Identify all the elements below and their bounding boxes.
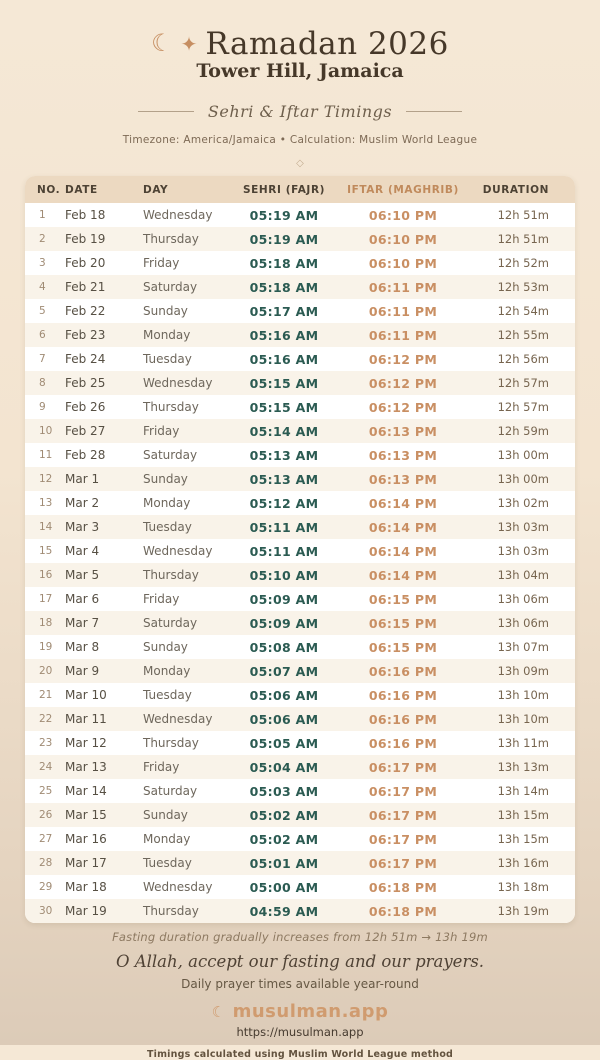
- duration-cell: 13h 07m: [497, 640, 549, 654]
- day-cell: Saturday: [143, 280, 198, 294]
- day-cell: Tuesday: [143, 520, 192, 534]
- day-cell: Sunday: [143, 304, 188, 318]
- date-cell: Mar 6: [65, 592, 100, 606]
- day-cell: Monday: [143, 496, 191, 510]
- table-row: [25, 539, 575, 563]
- row-number-cell: 25: [39, 785, 53, 797]
- row-number-cell: 3: [39, 257, 46, 269]
- day-cell: Thursday: [143, 736, 199, 750]
- page-title: Ramadan 2026: [205, 26, 449, 62]
- table-row: [25, 683, 575, 707]
- iftar-time-cell: 06:10 PM: [368, 207, 438, 223]
- column-header-day: DAY: [143, 183, 169, 196]
- date-cell: Mar 2: [65, 496, 100, 510]
- sehri-time-cell: 05:16 AM: [249, 327, 319, 343]
- row-number-cell: 13: [39, 497, 53, 509]
- table-row: [25, 731, 575, 755]
- iftar-time-cell: 06:17 PM: [368, 831, 438, 847]
- calculation-method-note: Timings calculated using Muslim World League method: [146, 1049, 454, 1060]
- sehri-time-cell: 05:18 AM: [249, 279, 319, 295]
- row-number-cell: 18: [39, 617, 53, 629]
- row-number-cell: 23: [39, 737, 53, 749]
- row-number-cell: 20: [39, 665, 53, 677]
- crescent-moon-icon: ☾: [151, 29, 173, 57]
- sehri-time-cell: 05:02 AM: [249, 807, 319, 823]
- iftar-time-cell: 06:12 PM: [368, 399, 438, 415]
- duration-cell: 13h 14m: [497, 784, 549, 798]
- duration-cell: 13h 06m: [497, 616, 549, 630]
- table-row: [25, 707, 575, 731]
- date-cell: Feb 25: [65, 376, 106, 390]
- iftar-time-cell: 06:14 PM: [368, 543, 438, 559]
- duration-cell: 13h 02m: [497, 496, 549, 510]
- date-cell: Feb 22: [65, 304, 106, 318]
- date-cell: Mar 5: [65, 568, 100, 582]
- iftar-time-cell: 06:17 PM: [368, 807, 438, 823]
- column-header-duration: DURATION: [482, 183, 549, 196]
- row-number-cell: 22: [39, 713, 53, 725]
- iftar-time-cell: 06:12 PM: [368, 351, 438, 367]
- duration-cell: 12h 53m: [497, 280, 549, 294]
- duration-cell: 13h 03m: [497, 544, 549, 558]
- iftar-time-cell: 06:17 PM: [368, 783, 438, 799]
- iftar-time-cell: 06:15 PM: [368, 639, 438, 655]
- iftar-time-cell: 06:11 PM: [368, 327, 438, 343]
- day-cell: Saturday: [143, 784, 198, 798]
- row-number-cell: 14: [39, 521, 53, 533]
- date-cell: Feb 28: [65, 448, 106, 462]
- row-number-cell: 5: [39, 305, 46, 317]
- day-cell: Wednesday: [143, 544, 213, 558]
- duration-cell: 13h 10m: [497, 712, 549, 726]
- column-header-date: DATE: [65, 183, 98, 196]
- duration-cell: 13h 03m: [497, 520, 549, 534]
- table-header-row: [25, 176, 575, 203]
- row-number-cell: 19: [39, 641, 53, 653]
- table-row: [25, 467, 575, 491]
- duration-cell: 13h 15m: [497, 832, 549, 846]
- sehri-time-cell: 05:08 AM: [249, 639, 319, 655]
- date-cell: Feb 23: [65, 328, 106, 342]
- row-number-cell: 6: [39, 329, 46, 341]
- duration-cell: 13h 00m: [497, 448, 549, 462]
- page-header: [0, 0, 600, 169]
- day-cell: Wednesday: [143, 712, 213, 726]
- day-cell: Monday: [143, 328, 191, 342]
- date-cell: Mar 4: [65, 544, 100, 558]
- duration-trend-note: Fasting duration gradually increases from 12h 51m → 13h 19m: [112, 930, 488, 944]
- timezone-calculation-meta: Timezone: America/Jamaica • Calculation: Muslim World League: [122, 134, 478, 146]
- date-cell: Mar 15: [65, 808, 107, 822]
- duration-cell: 13h 16m: [497, 856, 549, 870]
- iftar-time-cell: 06:16 PM: [368, 687, 438, 703]
- day-cell: Tuesday: [143, 352, 192, 366]
- date-cell: Feb 20: [65, 256, 106, 270]
- location-title: Tower Hill, Jamaica: [196, 60, 404, 82]
- iftar-time-cell: 06:16 PM: [368, 663, 438, 679]
- table-row: [25, 779, 575, 803]
- table-row: [25, 659, 575, 683]
- iftar-time-cell: 06:12 PM: [368, 375, 438, 391]
- date-cell: Feb 21: [65, 280, 106, 294]
- sehri-time-cell: 05:02 AM: [249, 831, 319, 847]
- brand-name: musulman.app: [232, 1001, 389, 1022]
- sehri-time-cell: 05:14 AM: [249, 423, 319, 439]
- iftar-time-cell: 06:13 PM: [368, 423, 438, 439]
- table-row: [25, 371, 575, 395]
- iftar-time-cell: 06:13 PM: [368, 447, 438, 463]
- day-cell: Wednesday: [143, 880, 213, 894]
- day-cell: Saturday: [143, 616, 198, 630]
- sehri-time-cell: 05:19 AM: [249, 207, 319, 223]
- duration-cell: 13h 18m: [497, 880, 549, 894]
- row-number-cell: 21: [39, 689, 53, 701]
- table-row: [25, 803, 575, 827]
- divider-line-left: [138, 111, 194, 112]
- table-row: [25, 251, 575, 275]
- row-number-cell: 24: [39, 761, 53, 773]
- date-cell: Mar 3: [65, 520, 100, 534]
- table-row: [25, 203, 575, 227]
- row-number-cell: 15: [39, 545, 53, 557]
- date-cell: Feb 19: [65, 232, 106, 246]
- sehri-time-cell: 05:01 AM: [249, 855, 319, 871]
- sparkle-icon: ✦: [180, 32, 198, 56]
- day-cell: Friday: [143, 424, 180, 438]
- date-cell: Mar 18: [65, 880, 107, 894]
- duration-cell: 12h 57m: [497, 376, 549, 390]
- iftar-time-cell: 06:18 PM: [368, 903, 438, 919]
- table-row: [25, 227, 575, 251]
- date-cell: Mar 8: [65, 640, 100, 654]
- table-body: [25, 203, 575, 923]
- table-row: [25, 395, 575, 419]
- table-row: [25, 299, 575, 323]
- row-number-cell: 26: [39, 809, 53, 821]
- brand-url[interactable]: https://musulman.app: [236, 1025, 364, 1039]
- duration-cell: 13h 15m: [497, 808, 549, 822]
- subtitle: Sehri & Iftar Timings: [207, 102, 393, 121]
- table-row: [25, 755, 575, 779]
- availability-text: Daily prayer times available year-round: [181, 977, 419, 991]
- row-number-cell: 8: [39, 377, 46, 389]
- table-row: [25, 563, 575, 587]
- row-number-cell: 9: [39, 401, 46, 413]
- day-cell: Thursday: [143, 400, 199, 414]
- row-number-cell: 28: [39, 857, 53, 869]
- sehri-time-cell: 05:11 AM: [249, 519, 319, 535]
- duration-cell: 12h 51m: [497, 232, 549, 246]
- day-cell: Sunday: [143, 808, 188, 822]
- day-cell: Wednesday: [143, 208, 213, 222]
- sehri-time-cell: 05:06 AM: [249, 687, 319, 703]
- table-row: [25, 275, 575, 299]
- iftar-time-cell: 06:18 PM: [368, 879, 438, 895]
- day-cell: Thursday: [143, 568, 199, 582]
- day-cell: Tuesday: [143, 856, 192, 870]
- iftar-time-cell: 06:15 PM: [368, 591, 438, 607]
- sehri-time-cell: 05:00 AM: [249, 879, 319, 895]
- dua-text: O Allah, accept our fasting and our prayers.: [115, 952, 485, 971]
- iftar-time-cell: 06:15 PM: [368, 615, 438, 631]
- table-row: [25, 827, 575, 851]
- day-cell: Monday: [143, 664, 191, 678]
- duration-cell: 12h 59m: [497, 424, 549, 438]
- divider-line-right: [406, 111, 462, 112]
- row-number-cell: 1: [39, 209, 46, 221]
- day-cell: Wednesday: [143, 376, 213, 390]
- date-cell: Feb 27: [65, 424, 106, 438]
- duration-cell: 12h 54m: [497, 304, 549, 318]
- iftar-time-cell: 06:16 PM: [368, 735, 438, 751]
- day-cell: Monday: [143, 832, 191, 846]
- column-header-iftar: IFTAR (MAGHRIB): [347, 183, 459, 196]
- day-cell: Friday: [143, 256, 180, 270]
- sehri-time-cell: 05:13 AM: [249, 471, 319, 487]
- subtitle-divider: [0, 102, 600, 121]
- duration-cell: 13h 00m: [497, 472, 549, 486]
- duration-cell: 13h 13m: [497, 760, 549, 774]
- sehri-time-cell: 05:19 AM: [249, 231, 319, 247]
- table-row: [25, 899, 575, 923]
- duration-cell: 13h 06m: [497, 592, 549, 606]
- table-row: [25, 347, 575, 371]
- date-cell: Mar 9: [65, 664, 100, 678]
- iftar-time-cell: 06:13 PM: [368, 471, 438, 487]
- row-number-cell: 30: [39, 905, 53, 917]
- title-row: [0, 26, 600, 62]
- date-cell: Mar 17: [65, 856, 107, 870]
- duration-cell: 12h 56m: [497, 352, 549, 366]
- sehri-time-cell: 05:10 AM: [249, 567, 319, 583]
- duration-cell: 12h 57m: [497, 400, 549, 414]
- date-cell: Mar 12: [65, 736, 107, 750]
- day-cell: Sunday: [143, 472, 188, 486]
- date-cell: Feb 24: [65, 352, 106, 366]
- row-number-cell: 17: [39, 593, 53, 605]
- diamond-ornament-icon: ◇: [296, 158, 304, 169]
- table-row: [25, 419, 575, 443]
- day-cell: Friday: [143, 760, 180, 774]
- iftar-time-cell: 06:10 PM: [368, 231, 438, 247]
- column-header-no: NO.: [37, 183, 61, 196]
- row-number-cell: 4: [39, 281, 46, 293]
- date-cell: Mar 16: [65, 832, 107, 846]
- timings-table-card: [25, 176, 575, 923]
- row-number-cell: 10: [39, 425, 53, 437]
- sehri-time-cell: 05:17 AM: [249, 303, 319, 319]
- duration-cell: 12h 55m: [497, 328, 549, 342]
- day-cell: Thursday: [143, 904, 199, 918]
- sehri-time-cell: 05:13 AM: [249, 447, 319, 463]
- date-cell: Mar 1: [65, 472, 100, 486]
- date-cell: Feb 18: [65, 208, 106, 222]
- iftar-time-cell: 06:17 PM: [368, 759, 438, 775]
- sehri-time-cell: 05:11 AM: [249, 543, 319, 559]
- row-number-cell: 29: [39, 881, 53, 893]
- day-cell: Sunday: [143, 640, 188, 654]
- sehri-time-cell: 05:06 AM: [249, 711, 319, 727]
- table-row: [25, 611, 575, 635]
- table-row: [25, 587, 575, 611]
- sehri-time-cell: 05:09 AM: [249, 591, 319, 607]
- date-cell: Mar 19: [65, 904, 107, 918]
- sehri-time-cell: 05:09 AM: [249, 615, 319, 631]
- brand-link[interactable]: [0, 1001, 600, 1022]
- date-cell: Mar 10: [65, 688, 107, 702]
- date-cell: Feb 26: [65, 400, 106, 414]
- date-cell: Mar 13: [65, 760, 107, 774]
- table-row: [25, 515, 575, 539]
- row-number-cell: 2: [39, 233, 46, 245]
- row-number-cell: 12: [39, 473, 53, 485]
- day-cell: Tuesday: [143, 688, 192, 702]
- page-footer: [0, 930, 600, 1060]
- brand-crescent-icon: ☾: [211, 1002, 226, 1021]
- table-row: [25, 875, 575, 899]
- date-cell: Mar 14: [65, 784, 107, 798]
- row-number-cell: 27: [39, 833, 53, 845]
- row-number-cell: 7: [39, 353, 46, 365]
- table-row: [25, 851, 575, 875]
- table-row: [25, 323, 575, 347]
- sehri-time-cell: 05:03 AM: [249, 783, 319, 799]
- row-number-cell: 11: [39, 449, 53, 461]
- day-cell: Saturday: [143, 448, 198, 462]
- iftar-time-cell: 06:14 PM: [368, 495, 438, 511]
- column-header-sehri: SEHRI (FAJR): [242, 183, 326, 196]
- sehri-time-cell: 05:15 AM: [249, 375, 319, 391]
- sehri-time-cell: 05:18 AM: [249, 255, 319, 271]
- iftar-time-cell: 06:11 PM: [368, 303, 438, 319]
- sehri-time-cell: 05:16 AM: [249, 351, 319, 367]
- iftar-time-cell: 06:11 PM: [368, 279, 438, 295]
- day-cell: Friday: [143, 592, 180, 606]
- duration-cell: 12h 52m: [497, 256, 549, 270]
- iftar-time-cell: 06:14 PM: [368, 567, 438, 583]
- sehri-time-cell: 05:15 AM: [249, 399, 319, 415]
- iftar-time-cell: 06:16 PM: [368, 711, 438, 727]
- table-row: [25, 635, 575, 659]
- sehri-time-cell: 05:07 AM: [249, 663, 319, 679]
- table-row: [25, 491, 575, 515]
- day-cell: Thursday: [143, 232, 199, 246]
- iftar-time-cell: 06:14 PM: [368, 519, 438, 535]
- table-row: [25, 443, 575, 467]
- sehri-time-cell: 05:04 AM: [249, 759, 319, 775]
- date-cell: Mar 7: [65, 616, 100, 630]
- duration-cell: 13h 04m: [497, 568, 549, 582]
- duration-cell: 12h 51m: [497, 208, 549, 222]
- iftar-time-cell: 06:10 PM: [368, 255, 438, 271]
- iftar-time-cell: 06:17 PM: [368, 855, 438, 871]
- row-number-cell: 16: [39, 569, 53, 581]
- duration-cell: 13h 10m: [497, 688, 549, 702]
- sehri-time-cell: 05:05 AM: [249, 735, 319, 751]
- duration-cell: 13h 09m: [497, 664, 549, 678]
- date-cell: Mar 11: [65, 712, 107, 726]
- sehri-time-cell: 05:12 AM: [249, 495, 319, 511]
- duration-cell: 13h 11m: [497, 736, 549, 750]
- sehri-time-cell: 04:59 AM: [249, 903, 319, 919]
- duration-cell: 13h 19m: [497, 904, 549, 918]
